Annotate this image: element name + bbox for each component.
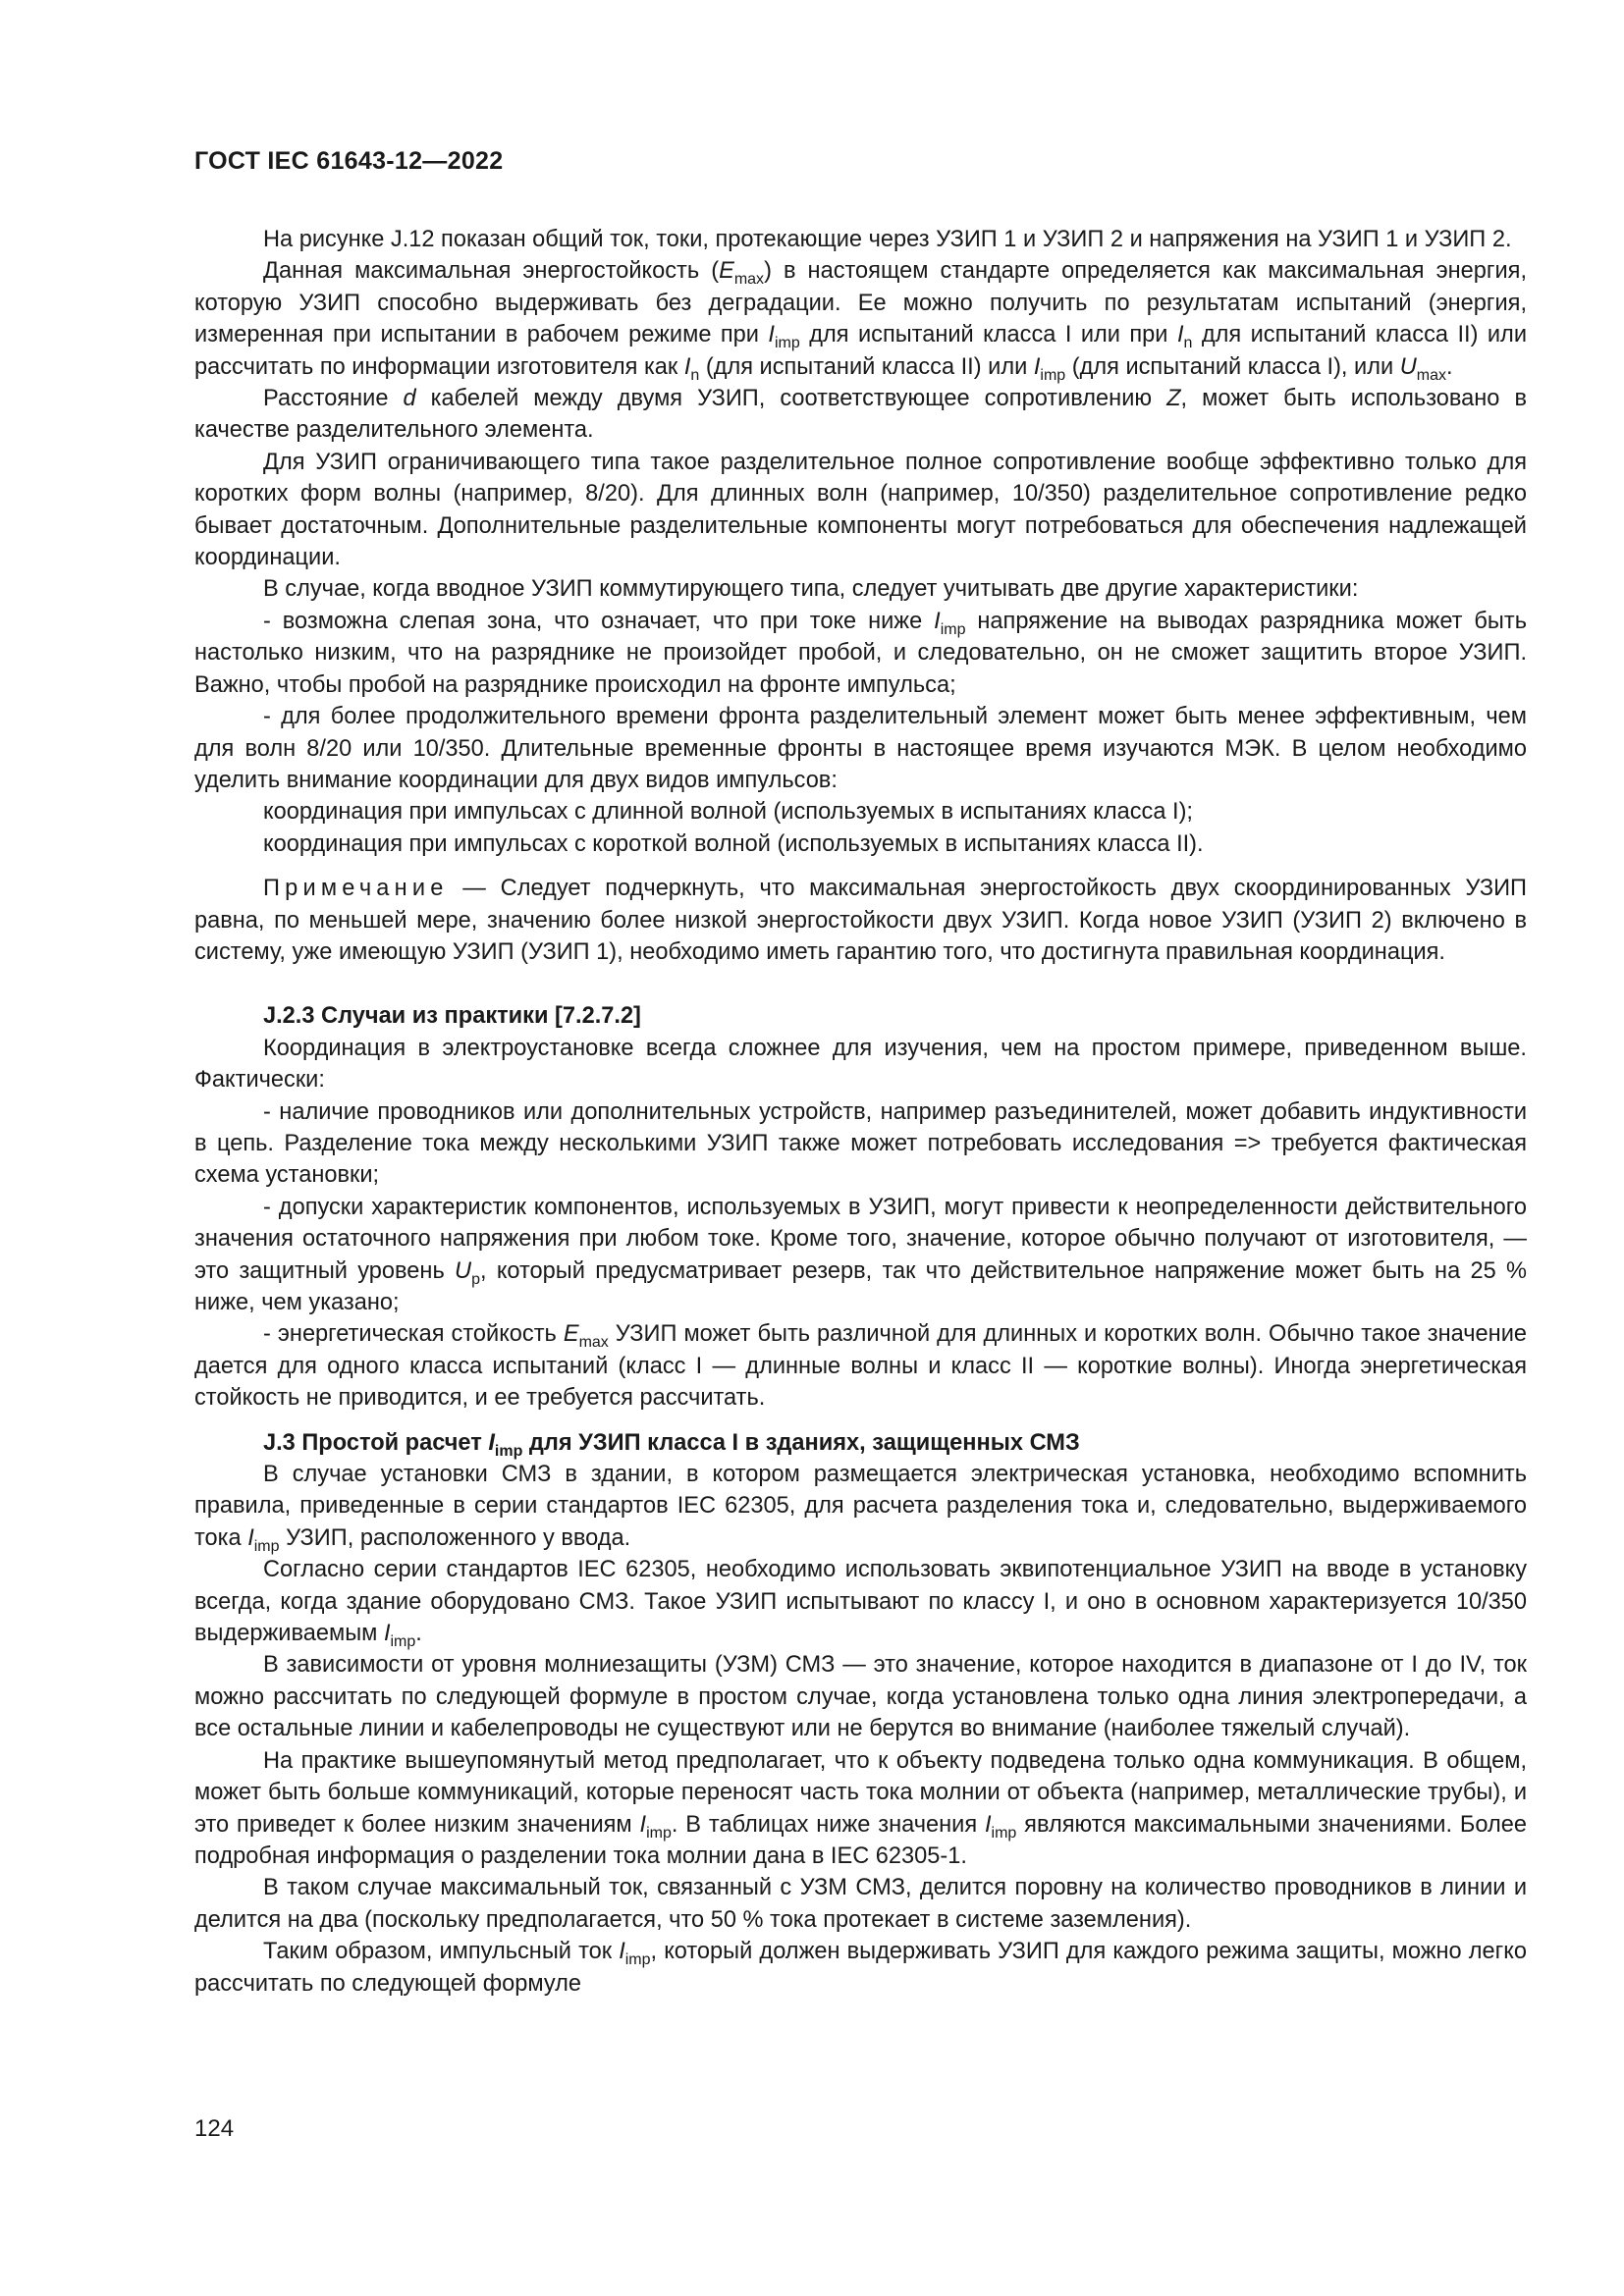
symbol-z: Z (1166, 386, 1181, 412)
text-run: Согласно серии стандартов IEC 62305, необходимо использовать эквипотенциальное УЗИП на вводе в установку всегда, когда здание оборудовано СМЗ. Такое УЗИП испытывают по классу I, и оно в основном характеризуется 10/350 выдерживаемым (194, 1557, 1527, 1647)
text-run: - энергетическая стойкость (263, 1321, 564, 1348)
text-run: УЗИП, расположенного у ввода. (279, 1524, 631, 1551)
paragraph (194, 1936, 1527, 2000)
text-run: для испытаний класса I или при (799, 322, 1177, 348)
subscript-imp: imp (774, 335, 800, 352)
subscript-imp: imp (390, 1633, 416, 1651)
paragraph-text: Для УЗИП ограничивающего типа такое разделительное полное сопротивление вообще эффективно только для коротких форм волны (например, 8/20). Для длинных волн (например, 10/350) разделительное сопротивление редко бывает достаточным. Дополнительные разделительные компоненты могут потребоваться для обеспечения надлежащей координации. (194, 449, 1527, 571)
paragraph (194, 1649, 1527, 1744)
symbol-e: E (719, 258, 734, 285)
text-run: , может быть использовано в качестве разделительного элемента. (194, 386, 1527, 444)
text-run: - возможна слепая зона, что означает, что при токе ниже (263, 608, 935, 634)
note (194, 873, 1527, 968)
text-run: напряжение на выводах разрядника может быть настолько низким, что на разряднике не произойдет пробой, и следовательно, он не сможет защитить второе УЗИП. Важно, чтобы пробой на разряднике происходил на фронте импульса; (194, 608, 1527, 698)
spacer (194, 1415, 1527, 1427)
symbol-i: I (619, 1939, 625, 1965)
paragraph-text: В случае, когда вводное УЗИП коммутирующего типа, следует учитывать две другие характеристики: (263, 576, 1359, 603)
subscript-max: max (733, 271, 765, 289)
subscript-imp: imp (940, 620, 966, 638)
symbol-i: I (683, 353, 691, 380)
text-run: . (1446, 353, 1453, 380)
text-run: (для испытаний класса I), или (1065, 353, 1400, 380)
symbol-d: d (403, 386, 416, 412)
text-run: кабелей между двумя УЗИП, соответствующее сопротивлению (415, 386, 1167, 412)
text-run: В случае установки СМЗ в здании, в котором размещается электрическая установка, необходимо вспомнить правила, приведенные в серии стандартов IEC 62305, для расчета разделения тока и, следовательно, выдерживаемого тока (194, 1462, 1527, 1551)
subscript-imp: imp (646, 1824, 672, 1842)
list-item (194, 796, 1527, 828)
symbol-i: I (1033, 353, 1041, 380)
text-run: являются максимальными значениями. Более подробная информация о разделении тока молнии дана в IEC 62305-1. (194, 1811, 1527, 1869)
symbol-u: U (455, 1257, 472, 1284)
text-run: Расстояние (263, 386, 404, 412)
list-item (194, 1096, 1527, 1192)
subscript-max: max (578, 1334, 609, 1352)
text-run: для испытаний класса II) или рассчитать по информации изготовителя как (194, 322, 1528, 380)
paragraph-text: - для более продолжительного времени фронта разделительный элемент может быть менее эффективным, чем для волн 8/20 или 10/350. Длительные временные фронты в настоящее время изучаются МЭК. В целом необходимо уделить внимание координации для двух видов импульсов: (194, 704, 1527, 793)
paragraph-emax-definition (194, 255, 1527, 383)
text-run: , который должен выдерживать УЗИП для каждого режима защиты, можно легко рассчитать по следующей формуле (194, 1939, 1527, 1997)
subscript-imp: imp (494, 1442, 523, 1460)
list-item (194, 606, 1527, 701)
paragraph-cable-distance (194, 383, 1527, 447)
paragraph (194, 1745, 1527, 1873)
paragraph (194, 1033, 1527, 1096)
text-run: На практике вышеупомянутый метод предполагает, что к объекту подведена только одна коммуникация. В общем, может быть больше коммуникаций, которые переносят часть тока молнии от объекта (например, металлические трубы), и это приведет к более низким значениям (194, 1747, 1527, 1838)
paragraph-text: На рисунке J.12 показан общий ток, токи, протекающие через УЗИП 1 и УЗИП 2 и напряжения на УЗИП 1 и УЗИП 2. (263, 227, 1512, 252)
list-item (194, 828, 1527, 860)
text-run: УЗИП может быть различной для длинных и коротких волн. Обычно такое значение дается для одного класса испытаний (класс I — длинные волны и класс II — короткие волны). Иногда энергетическая стойкость не приводится, и ее требуется рассчитать. (194, 1321, 1527, 1412)
paragraph (194, 1872, 1527, 1936)
section-heading-j3 (194, 1427, 1527, 1459)
symbol-u: U (1399, 353, 1417, 380)
text-run: - допуски характеристик компонентов, используемых в УЗИП, могут привести к неопределенности действительного значения остаточного напряжения при любом токе. Кроме того, значение, которое обычно получают от изготовителя, — это защитный уровень (194, 1194, 1527, 1284)
paragraph (194, 447, 1527, 574)
symbol-i: I (934, 608, 941, 634)
symbol-i: I (247, 1524, 254, 1551)
text-run: Данная максимальная энергостойкость ( (263, 258, 720, 285)
text-run: Таким образом, импульсный ток (263, 1939, 620, 1965)
document-header: ГОСТ IEC 61643-12—2022 (194, 147, 504, 175)
text-run: (для испытаний класса II) или (699, 353, 1034, 380)
subscript-imp: imp (253, 1537, 280, 1555)
symbol-i: I (488, 1429, 495, 1456)
paragraph (194, 224, 1527, 255)
paragraph (194, 1554, 1527, 1649)
paragraph-text: В таком случае максимальный ток, связанный с УЗМ СМЗ, делится поровну на количество проводников в линии и делится на два (поскольку предполагается, что 50 % тока протекает в системе заземления). (194, 1875, 1527, 1933)
subscript-n: n (1183, 335, 1193, 352)
note-text: — Следует подчеркнуть, что максимальная энергостойкость двух скоординированных УЗИП равна, по меньшей мере, значению более низкой энергостойкости двух УЗИП. Когда новое УЗИП (УЗИП 2) включено в систему, уже имеющую УЗИП (УЗИП 1), необходимо иметь гарантию того, что достигнута правильная координация. (194, 876, 1527, 965)
paragraph (194, 1459, 1527, 1554)
list-item (194, 1318, 1527, 1414)
symbol-i: I (1176, 322, 1184, 348)
text-run: для УЗИП класса I в зданиях, защищенных СМЗ (522, 1429, 1080, 1456)
paragraph (194, 573, 1527, 605)
symbol-i: I (639, 1811, 647, 1838)
text-run: ) в настоящем стандарте определяется как максимальная энергия, которую УЗИП способно выдерживать без деградации. Ее можно получить по результатам испытаний (энергия, измеренная при испытании в рабочем режиме при (194, 258, 1527, 348)
symbol-i: I (768, 322, 775, 348)
text-run: . В таблицах ниже значения (671, 1811, 985, 1838)
subscript-imp: imp (991, 1824, 1017, 1842)
list-item (194, 701, 1527, 796)
text-run: . (415, 1621, 422, 1647)
paragraph-text: В зависимости от уровня молниезащиты (УЗМ) СМЗ — это значение, которое находится в диапазоне от I до IV, ток можно рассчитать по следующей формуле в простом случае, когда установлена только одна линия электропередачи, а все остальные линии и кабелепроводы не существуют или не берутся во внимание (наиболее тяжелый случай). (194, 1652, 1527, 1742)
subscript-imp: imp (624, 1951, 651, 1969)
text-run: , который предусматривает резерв, так что действительное напряжение может быть на 25 % ниже, чем указано; (194, 1257, 1528, 1315)
spacer (194, 968, 1527, 1000)
symbol-i: I (383, 1621, 391, 1647)
subscript-max: max (1416, 366, 1446, 384)
subscript-imp: imp (1040, 366, 1066, 384)
section-title: J.2.3 Случаи из практики [7.2.7.2] (263, 1003, 641, 1030)
section-heading-j23 (194, 1000, 1527, 1032)
paragraph-text: координация при импульсах с короткой волной (используемых в испытаниях класса II). (263, 830, 1204, 857)
list-item (194, 1192, 1527, 1319)
note-label: Примечание (263, 876, 449, 902)
paragraph-text: координация при импульсах с длинной волной (используемых в испытаниях класса I); (263, 799, 1193, 826)
paragraph-text: - наличие проводников или дополнительных устройств, например разъединителей, может добавить индуктивности в цепь. Разделение тока между несколькими УЗИП также может потребовать исследования => требуется фактическая схема установки; (194, 1098, 1527, 1189)
symbol-e: E (563, 1321, 579, 1348)
subscript-n: n (690, 366, 700, 384)
subscript-p: p (471, 1270, 480, 1288)
symbol-i: I (984, 1811, 992, 1838)
spacer (194, 860, 1527, 873)
body-text (194, 224, 1527, 2000)
text-run: J.3 Простой расчет (263, 1429, 489, 1456)
page-number: 124 (194, 2115, 235, 2142)
paragraph-text: Координация в электроустановке всегда сложнее для изучения, чем на простом примере, приведенном выше. Фактически: (194, 1035, 1527, 1094)
